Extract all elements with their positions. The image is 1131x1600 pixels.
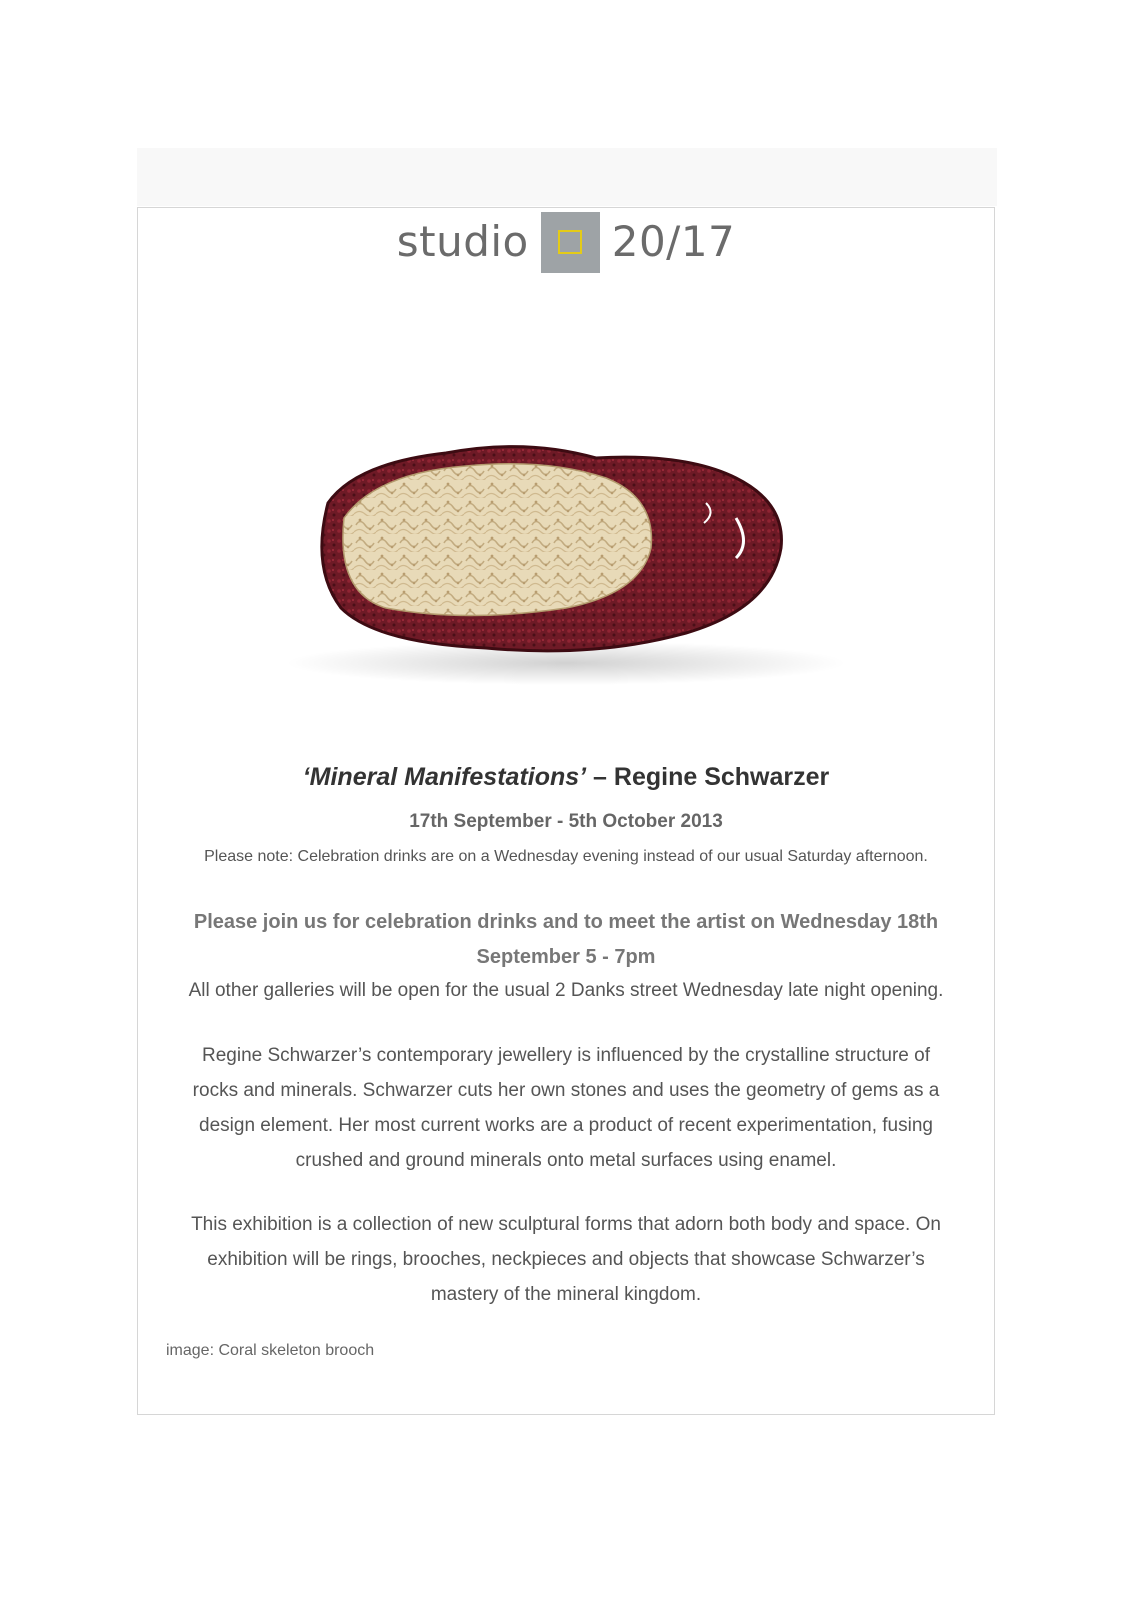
logo-square-icon xyxy=(541,212,600,273)
other-galleries-note: All other galleries will be open for the usual 2 Danks street Wednesday late night opening. xyxy=(188,980,944,1001)
celebration-note: Please note: Celebration drinks are on a Wednesday evening instead of our usual Saturday afternoon. xyxy=(204,848,928,865)
paragraph-line: crushed and ground minerals onto metal surfaces using enamel. xyxy=(295,1150,837,1171)
invitation xyxy=(164,905,968,975)
coral-brooch-image xyxy=(266,408,866,708)
header-band xyxy=(137,148,997,206)
artist-name: – Regine Schwarzer xyxy=(586,763,830,791)
paragraph-line: exhibition will be rings, brooches, neckpieces and objects that showcase Schwarzer’s xyxy=(207,1249,925,1270)
exhibition-title xyxy=(164,763,968,792)
paragraph-line: mastery of the mineral kingdom. xyxy=(430,1284,702,1305)
exhibition-name: ‘Mineral Manifestations’ xyxy=(302,763,587,791)
logo-word-number: 20/17 xyxy=(611,217,736,266)
paragraph-line: Regine Schwarzer’s contemporary jewellery is influenced by the crystalline structure of xyxy=(202,1045,930,1066)
exhibition-description xyxy=(164,1207,968,1312)
paragraph-line: rocks and minerals. Schwarzer cuts her own stones and uses the geometry of gems as a xyxy=(192,1080,940,1101)
logo-word-studio: studio xyxy=(396,217,529,266)
artist-description xyxy=(164,1038,968,1178)
studio-logo[interactable] xyxy=(138,211,994,273)
newsletter-card xyxy=(137,207,995,1415)
image-caption: image: Coral skeleton brooch xyxy=(166,1342,375,1359)
invitation-line: Please join us for celebration drinks and to meet the artist on Wednesday 18th xyxy=(193,911,939,933)
paragraph-line: design element. Her most current works are a product of recent experimentation, fusing xyxy=(199,1115,933,1136)
invitation-line: September 5 - 7pm xyxy=(476,946,656,968)
paragraph-line: This exhibition is a collection of new sculptural forms that adorn both body and space. On xyxy=(191,1214,941,1235)
exhibition-dates: 17th September - 5th October 2013 xyxy=(409,811,723,832)
